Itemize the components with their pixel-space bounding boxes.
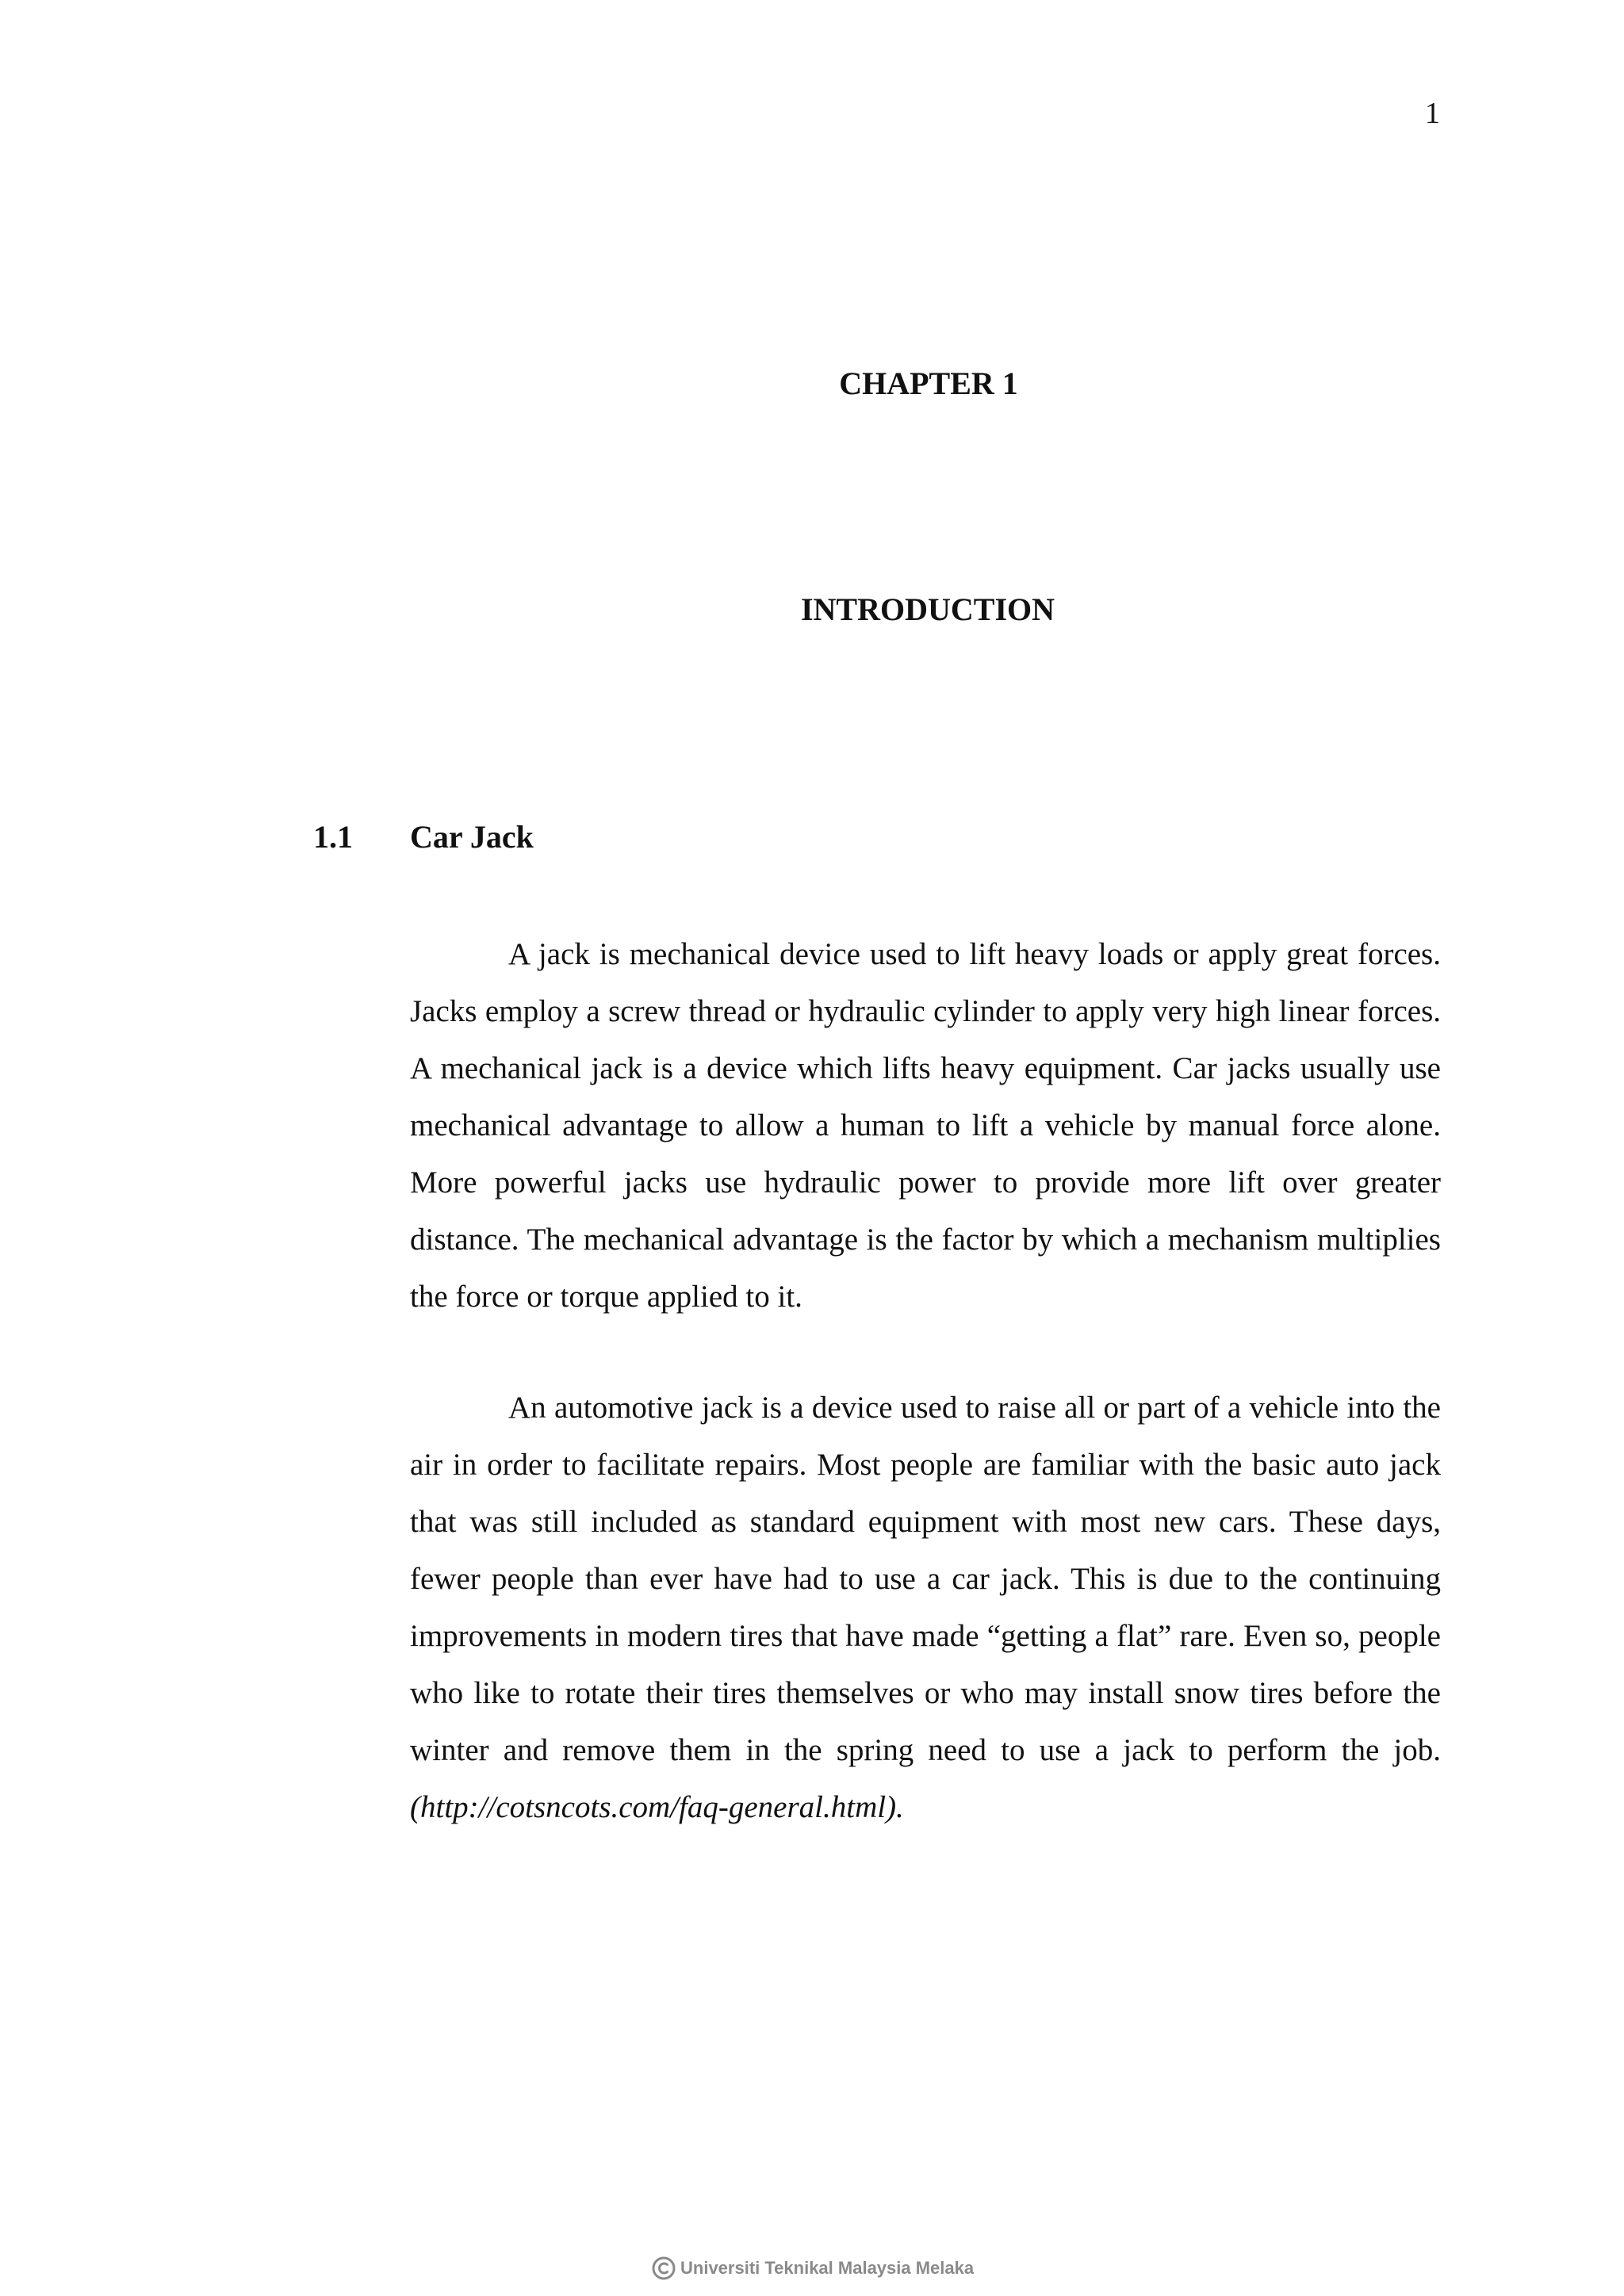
paragraph-container bbox=[410, 1380, 1441, 1836]
copyright-icon bbox=[652, 2256, 676, 2280]
paragraph-text: A jack is mechanical device used to lift heavy loads or apply great forces. Jacks employ a screw thread or hydraulic cylinder to apply very high linear forces. A mechanical jack is a device which lifts heavy equipment. Car jacks usually use mechanical advantage to allow a human to lift a vehicle by manual force alone. More powerful jacks use hydraulic power to provide more lift over greater distance. The mechanical advantage is the factor by which a mechanism multiplies the force or torque applied to it. bbox=[410, 937, 1441, 1314]
chapter-title: INTRODUCTION bbox=[800, 591, 1055, 627]
section-number: 1.1 bbox=[313, 819, 353, 855]
page-number: 1 bbox=[1425, 97, 1440, 130]
paragraph-text: An automotive jack is a device used to raise all or part of a vehicle into the air in order to facilitate repairs. Most people are familiar with the basic auto jack that was still included as standard equipment with most new cars. These days, fewer people than ever have had to use a car jack. This is due to the continuing improvements in modern tires that have made “getting a flat” rare. Even so, people who like to rotate their tires themselves or who may install snow tires before the winter and remove them in the spring need to use a jack to perform the job. bbox=[410, 1391, 1441, 1767]
body-paragraph-2 bbox=[410, 1380, 1441, 1836]
citation-link-text: (http://cotsncots.com/faq-general.html). bbox=[410, 1790, 904, 1824]
section-heading bbox=[313, 818, 534, 855]
chapter-label: CHAPTER 1 bbox=[839, 365, 1018, 401]
footer-watermark bbox=[652, 2256, 974, 2280]
section-title: Car Jack bbox=[410, 819, 534, 855]
body-paragraph-1 bbox=[410, 926, 1441, 1326]
footer-text: Universiti Teknikal Malaysia Melaka bbox=[680, 2258, 975, 2278]
